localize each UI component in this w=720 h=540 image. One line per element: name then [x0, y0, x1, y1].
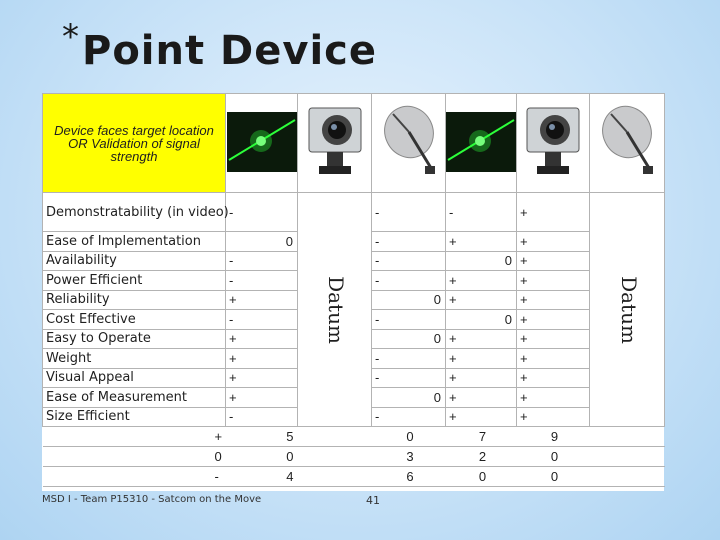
criterion-label: Availability: [43, 251, 226, 271]
score-cell: [226, 290, 298, 310]
score: 0: [504, 311, 512, 327]
score: +: [449, 350, 457, 366]
score: +: [449, 331, 457, 347]
slide-title: [62, 17, 377, 74]
score: +: [520, 331, 528, 347]
criterion-label: Ease of Measurement: [43, 388, 226, 408]
score-cell: [517, 290, 590, 310]
score-cell: [372, 407, 446, 427]
zero-count: 2: [446, 447, 517, 467]
score: +: [449, 389, 457, 405]
score: -: [375, 409, 380, 425]
score-cell: [226, 232, 298, 252]
satellite-dish-icon: [597, 102, 657, 182]
score: +: [520, 233, 528, 249]
score-cell: [517, 232, 590, 252]
score-cell: [446, 407, 517, 427]
criterion-label: Reliability: [43, 290, 226, 310]
score: +: [449, 409, 457, 425]
score: +: [229, 292, 237, 308]
score: +: [520, 292, 528, 308]
score-cell: [517, 329, 590, 349]
criterion-label: Easy to Operate: [43, 329, 226, 349]
score-cell: [517, 368, 590, 388]
image-row: [43, 94, 665, 193]
criterion-label: Ease of Implementation: [43, 232, 226, 252]
score-cell: [517, 251, 590, 271]
minus-count: 6: [372, 467, 446, 487]
score-cell: [372, 349, 446, 369]
score: +: [520, 272, 528, 288]
action-camera-image-1: [298, 94, 372, 193]
score-cell: [372, 310, 446, 330]
satellite-dish-image-2: [590, 94, 665, 193]
score-cell: [446, 251, 517, 271]
score: -: [229, 253, 234, 269]
score-cell: [446, 310, 517, 330]
score: +: [520, 204, 528, 220]
score-cell: [372, 329, 446, 349]
datum-column-1: [298, 193, 372, 427]
matrix-table: [42, 93, 665, 487]
criterion-label: Power Efficient: [43, 271, 226, 291]
score: -: [449, 204, 454, 220]
score: -: [229, 272, 234, 288]
score: +: [229, 389, 237, 405]
score-cell: [372, 290, 446, 310]
score-cell: [517, 310, 590, 330]
score-cell: [517, 388, 590, 408]
plus-count: 9: [517, 427, 590, 447]
laser-pointer-icon: [446, 112, 516, 172]
score: -: [375, 233, 380, 249]
score-cell: [226, 193, 298, 232]
score-cell: [226, 329, 298, 349]
zero-count: 3: [372, 447, 446, 467]
laser-pointer-image-2: [446, 94, 517, 193]
footer-team: MSD I - Team P15310 - Satcom on the Move: [42, 494, 262, 505]
datum-label: Datum: [324, 275, 348, 344]
score: +: [449, 370, 457, 386]
score-cell: [517, 349, 590, 369]
minus-count: 0: [517, 467, 590, 487]
plus-count: 7: [446, 427, 517, 447]
score-cell: [372, 232, 446, 252]
score-cell: [517, 193, 590, 232]
action-camera-icon: [521, 102, 585, 182]
action-camera-image-2: [517, 94, 590, 193]
score: +: [229, 370, 237, 386]
score-cell: [372, 368, 446, 388]
score-cell: [517, 271, 590, 291]
score: -: [375, 272, 380, 288]
score-cell: [446, 271, 517, 291]
score-cell: [446, 232, 517, 252]
score-cell: [517, 407, 590, 427]
score: +: [520, 409, 528, 425]
score: +: [229, 331, 237, 347]
score-cell: [372, 271, 446, 291]
criterion-label: Weight: [43, 349, 226, 369]
totals-symbol: -: [214, 469, 219, 484]
score: +: [229, 350, 237, 366]
criteria-header: Device faces target location OR Validation of signal strength: [43, 94, 226, 193]
score: 0: [433, 292, 441, 308]
score-cell: [226, 407, 298, 427]
score: +: [520, 311, 528, 327]
plus-count: 5: [286, 429, 294, 444]
score-cell: [372, 388, 446, 408]
criterion-label: Demonstratability (in video): [43, 193, 226, 232]
score: +: [449, 292, 457, 308]
criterion-label: Cost Effective: [43, 310, 226, 330]
title-star: *: [62, 17, 80, 57]
totals-row-minus: [43, 467, 665, 487]
score: +: [449, 233, 457, 249]
score: +: [520, 370, 528, 386]
minus-count: 0: [446, 467, 517, 487]
score-cell: [226, 310, 298, 330]
score-cell: [226, 251, 298, 271]
totals-row-plus: [43, 427, 665, 447]
minus-count: 4: [286, 469, 294, 484]
totals-symbol: +: [214, 429, 223, 444]
totals-row-zero: [43, 447, 665, 467]
score-cell: [446, 329, 517, 349]
page-number: 41: [366, 494, 380, 507]
score: -: [375, 350, 380, 366]
score: -: [229, 409, 234, 425]
criterion-label: Visual Appeal: [43, 368, 226, 388]
score: -: [229, 311, 234, 327]
zero-count: 0: [517, 447, 590, 467]
datum-label: Datum: [616, 275, 641, 344]
totals-symbol: 0: [214, 449, 222, 464]
satellite-dish-icon: [379, 102, 439, 182]
score-cell: [226, 349, 298, 369]
laser-pointer-image-1: [226, 94, 298, 193]
zero-count: 0: [286, 449, 294, 464]
score: 0: [433, 389, 441, 405]
score: +: [449, 272, 457, 288]
score: -: [375, 253, 380, 269]
score-cell: [446, 388, 517, 408]
score-cell: [446, 290, 517, 310]
score-cell: [226, 271, 298, 291]
score-cell: [372, 193, 446, 232]
score: 0: [285, 233, 293, 249]
score: -: [229, 204, 234, 220]
score: -: [375, 204, 380, 220]
score: 0: [504, 253, 512, 269]
criterion-label: Size Efficient: [43, 407, 226, 427]
score: -: [375, 370, 380, 386]
action-camera-icon: [303, 102, 367, 182]
pugh-matrix: [42, 93, 664, 491]
score: +: [520, 389, 528, 405]
score: +: [520, 350, 528, 366]
score: -: [375, 311, 380, 327]
score-cell: [226, 368, 298, 388]
score: +: [520, 253, 528, 269]
score-cell: [446, 368, 517, 388]
plus-count: 0: [372, 427, 446, 447]
laser-pointer-icon: [227, 112, 297, 172]
criterion-row: [43, 193, 665, 232]
score-cell: [446, 349, 517, 369]
score-cell: [226, 388, 298, 408]
datum-column-2: [590, 193, 665, 427]
title-text: Point Device: [82, 28, 377, 74]
score-cell: [446, 193, 517, 232]
satellite-dish-image-1: [372, 94, 446, 193]
score-cell: [372, 251, 446, 271]
score: 0: [433, 331, 441, 347]
